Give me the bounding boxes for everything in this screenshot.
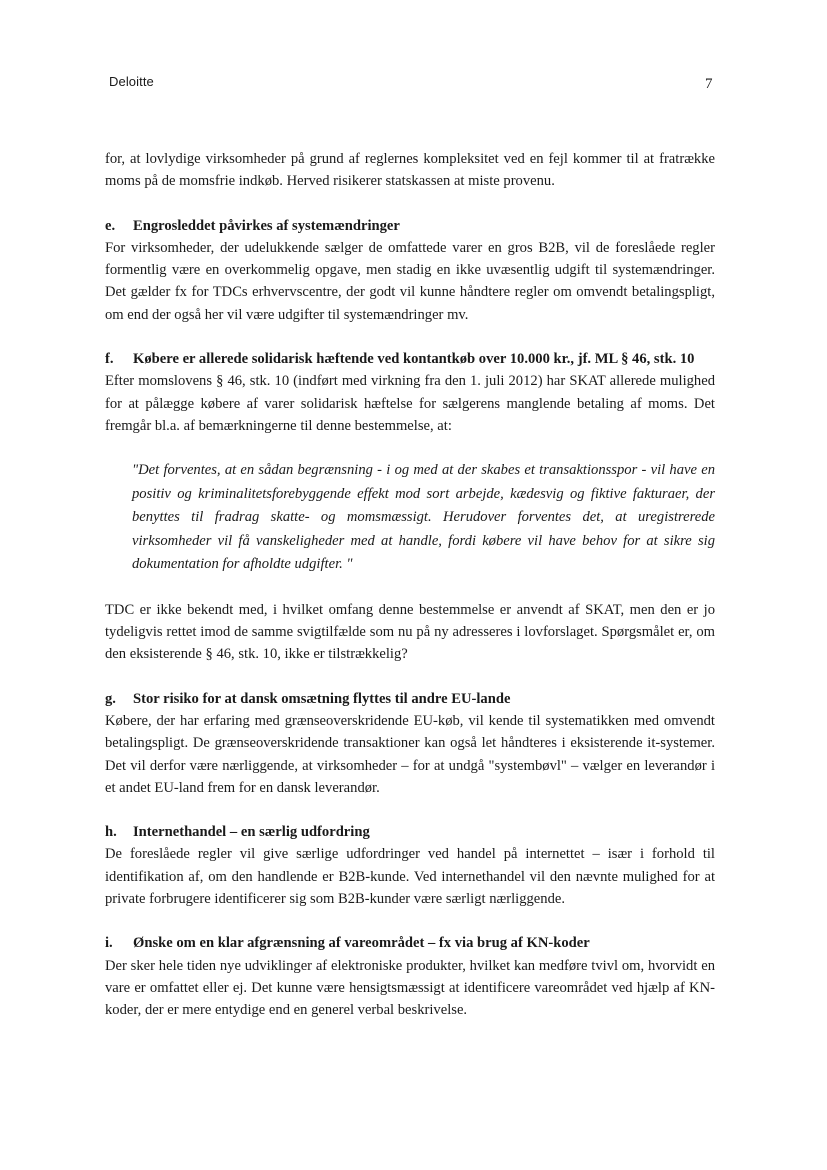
section-title: Ønske om en klar afgrænsning af vareområdet – fx via brug af KN-koder <box>133 935 590 952</box>
section-body: For virksomheder, der udelukkende sælger de omfattede varer en gros B2B, vil de foreslåede regler formentlig være en overkommelig opgave, men stadig en ikke uvæsentlig udgift til systemændringer. Det gælder fx for TDCs erhvervscentre, der godt vil kunne håndtere regler om omvendt betalingspligt, om end der også her vil være udgifter til systemændringer mv. <box>105 239 715 323</box>
section-heading <box>105 215 715 237</box>
section-body-continued: TDC er ikke bekendt med, i hvilket omfang denne bestemmelse er anvendt af SKAT, men den er jo tydeligvis rettet imod de samme svigtilfælde som nu på ny adresseres i lovforslaget. Spørgsmålet er, om den eksisterende § 46, stk. 10, ikke er tilstrækkelig? <box>105 601 715 663</box>
section-title: Købere er allerede solidarisk hæftende ved kontantkøb over 10.000 kr., jf. ML § 46, stk. 10 <box>133 351 695 368</box>
page-number: 7 <box>705 76 713 92</box>
company-logo-text: Deloitte <box>109 74 154 89</box>
section-body: Efter momslovens § 46, stk. 10 (indført med virkning fra den 1. juli 2012) har SKAT allerede mulighed for at pålægge købere af varer solidarisk hæftelse for sælgerens manglende betaling af moms. Det fremgår bl.a. af bemærkningerne til denne bestemmelse, at: <box>105 373 715 434</box>
block-quote: "Det forventes, at en sådan begrænsning - i og med at der skabes et transaktionsspor - vil have en positiv og kriminalitetsforebyggende effekt mod sort arbejde, kædesvig og fiktive fakturaer, der benyttes til fradrag skatte- og momsmæssigt. Herudover forventes det, at uregistrerede virksomheder vil få vanskeligheder med at handle, fordi købere vil have behov for at sikre sig dokumentation for afholdte udgifter. " <box>132 462 715 573</box>
document-body <box>105 148 715 1022</box>
section-heading <box>105 932 715 954</box>
section-body: De foreslåede regler vil give særlige udfordringer ved handel på internettet – især i forhold til identifikation af, om den handlende er B2B-kunde. Ved internethandel vil den nævnte mulighed for at private forbrugere identificerer sig som B2B-kunder være særligt nærliggende. <box>105 846 715 908</box>
section-letter: e. <box>105 217 116 234</box>
section-letter: i. <box>105 935 113 952</box>
section-heading <box>105 688 715 710</box>
section-e <box>105 215 715 326</box>
section-g <box>105 688 715 799</box>
section-heading <box>105 348 715 370</box>
section-i <box>105 932 715 1021</box>
section-title: Stor risiko for at dansk omsætning flyttes til andre EU-lande <box>133 690 511 707</box>
section-letter: g. <box>105 690 116 707</box>
section-letter: f. <box>105 351 114 368</box>
section-heading <box>105 821 715 843</box>
section-letter: h. <box>105 824 117 841</box>
section-h <box>105 821 715 910</box>
section-f <box>105 348 715 666</box>
section-title: Internethandel – en særlig udfordring <box>133 824 370 841</box>
section-body: Købere, der har erfaring med grænseoverskridende EU-køb, vil kende til systematikken med omvendt betalingspligt. De grænseoverskridende transaktioner kan også let håndteres i eksisterende it-systemer. Det vil derfor være nærliggende, at virksomheder – for at undgå "systembøvl" – vælger en leverandør i et andet EU-land frem for en dansk leverandør. <box>105 712 715 796</box>
section-title: Engrosleddet påvirkes af systemændringer <box>133 217 400 234</box>
section-body: Der sker hele tiden nye udviklinger af elektroniske produkter, hvilket kan medføre tvivl om, hvorvidt en vare er omfattet eller ej. Det kunne være hensigtsmæssigt at identificere vareområdet ved hjælp af KN-koder, der er mere entydige end en generel verbal beskrivelse. <box>105 957 715 1019</box>
intro-paragraph: for, at lovlydige virksomheder på grund af reglernes kompleksitet ved en fejl kommer til at fratrække moms på de momsfrie indkøb. Herved risikerer statskassen at miste provenu. <box>105 151 715 190</box>
